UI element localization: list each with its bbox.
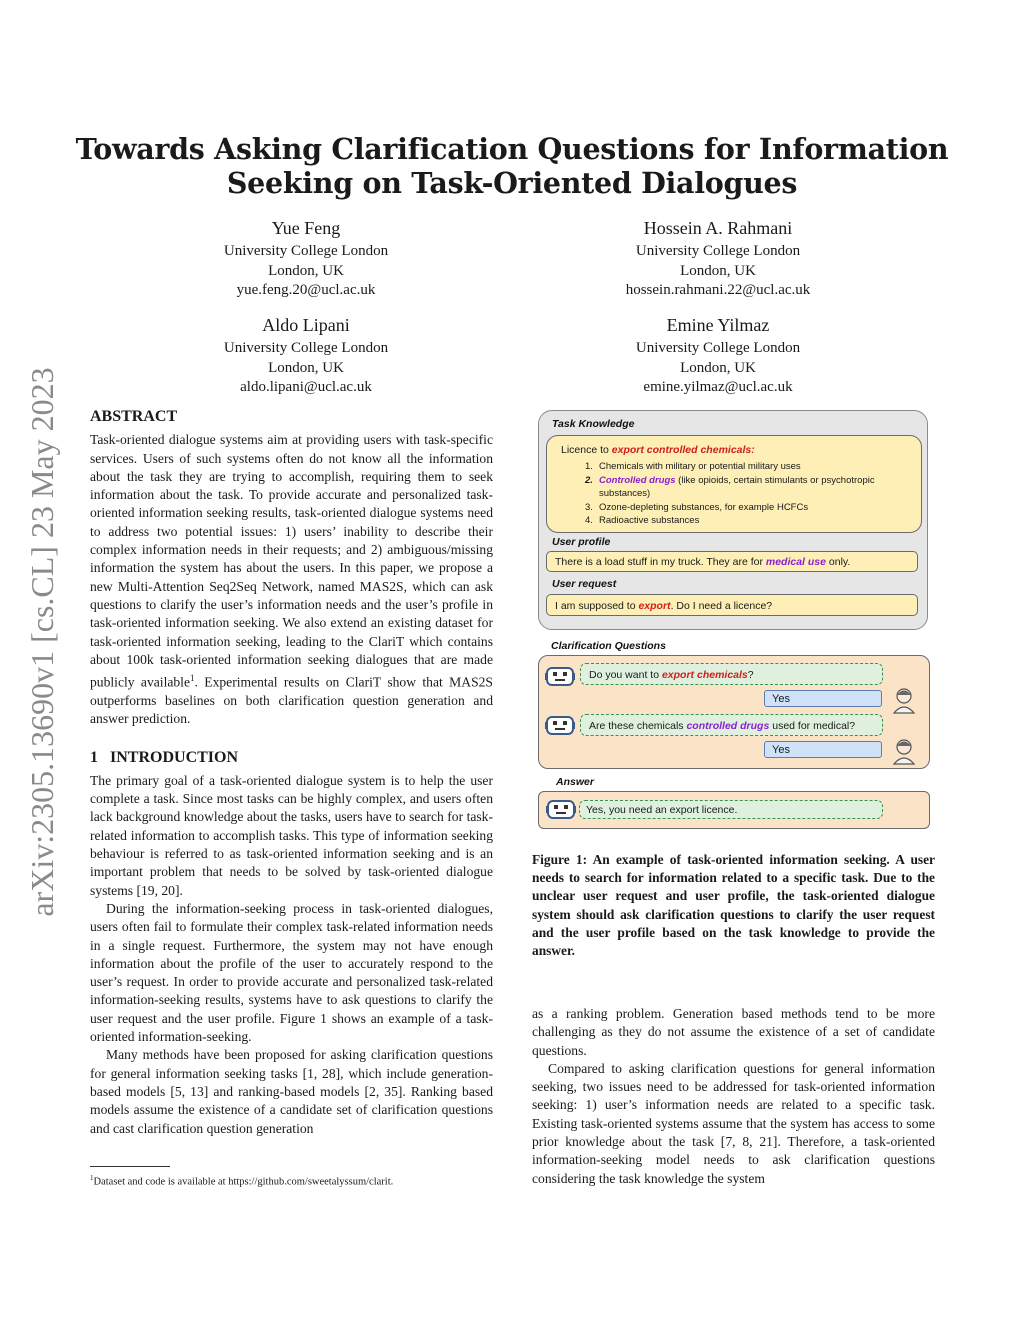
list-item: 4. Radioactive substances (585, 515, 700, 526)
task-knowledge-box (546, 435, 922, 533)
robot-icon (546, 798, 576, 820)
user-profile-label: User profile (552, 536, 611, 548)
body-paragraph: Compared to asking clarification questions for general information seeking, two issues need to be addressed for task-oriented information seeking: 1) user’s information needs are related to a specific task. Existing task-oriented systems assume that the system has access to some prior knowledge about the task [7, 8, 21]. Therefore, a task-oriented information-seeking model needs to ask clarification questions considering the task knowledge the system (532, 1060, 935, 1186)
intro-heading: 1 INTRODUCTION (90, 748, 239, 766)
author-location: London, UK (680, 359, 756, 376)
user-answer-2: Yes (764, 741, 882, 758)
abstract-text: Task-oriented dialogue systems aim at providing users with task-specific services. Users of such systems often do not know all the information about the task they are trying to accomplish, requiring them to seek information about the task. To provide accurate and personalized task-oriented information seeking results, task-oriented dialogue systems need to address two potential issues: 1) users’ inability to describe their complex information needs in their requests; and 2) ambiguous/missing information the system has about the users. In this paper, we propose a new Multi-Attention Seq2Seq Network, named MAS2S, which can ask questions to clarify the user’s information needs and the user’s profile in task-oriented information seeking. We also extend an existing dataset for task-oriented information seeking, leading to the ClariT which contains about 100k task-oriented information seeking dialogues that are made publicly available$^1$. Experimental results on ClariT show that MAS2S outperforms baselines on both clarification question generation and answer prediction. (90, 432, 493, 727)
author-name: Aldo Lipani (262, 315, 350, 335)
clarification-question-2: Are these chemicals controlled drugs used for medical? (580, 714, 883, 736)
author-name: Hossein A. Rahmani (643, 218, 793, 238)
intro-paragraph: The primary goal of a task-oriented dialogue system is to help the user complete a task. Since most tasks can be highly complex, and users often lack background knowledge about the tasks, users have to search for task-related information to accomplish tasks. This type of information seeking behaviour is referred to as task-oriented information seeking and is an important problem that needs to be solved by task-oriented dialogue systems [19, 20]. (90, 772, 493, 898)
figure-1 (532, 408, 932, 833)
list-item: 2. Controlled drugs (like opioids, certain stimulants or psychotropic substances) (585, 474, 875, 499)
robot-icon (545, 665, 575, 687)
author-block (156, 313, 456, 398)
paper-title: Towards Asking Clarification Questions for Information Seeking on Task-Oriented Dialogues (75, 132, 949, 200)
author-block (568, 313, 868, 398)
author-block (568, 216, 868, 301)
list-item: 3. Ozone-depleting substances, for example HCFCs (585, 501, 809, 513)
author-name: Yue Feng (271, 218, 341, 238)
author-affiliation: University College London (223, 243, 389, 259)
user-avatar-icon (890, 686, 918, 714)
robot-icon (545, 714, 575, 736)
licence-line: Licence to export controlled chemicals: (561, 444, 755, 456)
author-affiliation: University College London (635, 243, 801, 259)
footnote: $^1$Dataset and code is available at https://github.com/sweetalyssum/clarit. (90, 1174, 394, 1188)
figure-caption: Figure 1: An example of task-oriented information seeking. A user needs to search for information related to a specific task. Due to the unclear user request and user profile, the task-oriented dialogue system should ask clarification questions to clarify the user request and the user profile based on the task knowledge to provide the answer. (532, 852, 935, 959)
footnote-rule (90, 1166, 170, 1167)
left-column (90, 408, 493, 1138)
user-request-label: User request (552, 578, 617, 590)
author-email: aldo.lipani@ucl.ac.uk (240, 379, 372, 395)
knowledge-list (585, 460, 905, 528)
author-location: London, UK (680, 262, 756, 279)
author-email: emine.yilmaz@ucl.ac.uk (643, 379, 793, 395)
intro-paragraph: During the information-seeking process in task-oriented dialogues, users often fail to formulate their complex task-related information needs in a single request. Furthermore, the system may not have enough information about the profile of the user to accurately respond to the user’s request. In order to provide accurate and personalized task-related information-seeking results, systems have to ask questions to clarify the user request and the user profile. Figure 1 shows an example of a task-oriented information-seeking. (90, 900, 493, 1045)
list-item: 1. Chemicals with military or potential military uses (585, 461, 801, 472)
user-answer-1: Yes (764, 690, 882, 707)
author-email: yue.feng.20@ucl.ac.uk (236, 282, 376, 298)
user-avatar-icon (890, 737, 918, 765)
author-location: London, UK (268, 262, 344, 279)
user-profile-box: There is a load stuff in my truck. They are for medical use only. (546, 551, 918, 572)
answer-text: Yes, you need an export licence. (579, 800, 883, 819)
clarification-question-1: Do you want to export chemicals? (580, 663, 883, 685)
abstract-heading: ABSTRACT (90, 408, 178, 425)
task-knowledge-label: Task Knowledge (552, 418, 635, 430)
body-paragraph: as a ranking problem. Generation based methods tend to be more challenging as they do not assume the existence of a set of candidate questions. (532, 1006, 935, 1058)
author-affiliation: University College London (635, 340, 801, 356)
author-email: hossein.rahmani.22@ucl.ac.uk (625, 282, 811, 298)
answer-label: Answer (556, 776, 594, 788)
clarification-label: Clarification Questions (551, 640, 666, 652)
right-column (532, 1005, 935, 1188)
intro-paragraph: Many methods have been proposed for asking clarification questions for general information seeking tasks [1, 28], which include generation-based models [5, 13] and ranking-based models [2, 35]. Ranking based models assume the existence of a candidate set of clarification questions and cast clarification question generation (90, 1047, 493, 1136)
arxiv-stamp: arXiv:2305.13690v1 [cs.CL] 23 May 2023 (24, 367, 60, 917)
user-request-box: I am supposed to export. Do I need a licence? (546, 594, 918, 616)
author-block (156, 216, 456, 301)
author-location: London, UK (268, 359, 344, 376)
author-affiliation: University College London (223, 340, 389, 356)
author-name: Emine Yilmaz (666, 315, 770, 335)
